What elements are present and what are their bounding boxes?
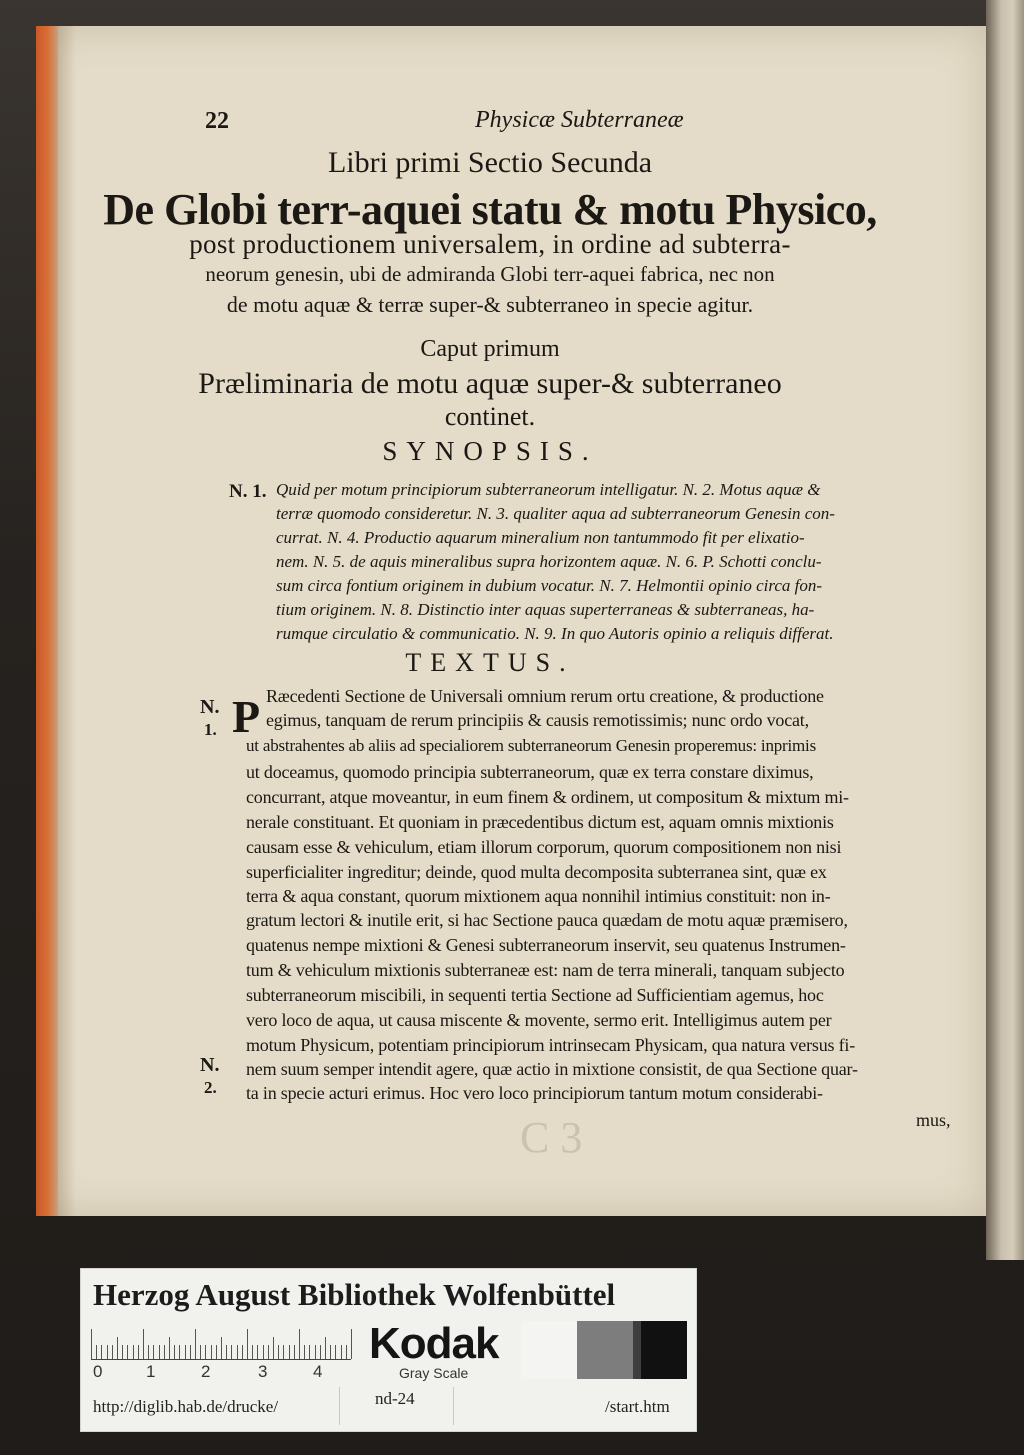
caput-heading: Caput primum xyxy=(420,336,560,362)
text-line: vero loco de aqua, ut causa miscente & movente, sermo erit. Intelligimus autem per xyxy=(246,1010,832,1030)
synopsis-label: N. 1. xyxy=(229,481,267,502)
ruler-tick xyxy=(179,1345,180,1359)
ruler-tick xyxy=(231,1345,232,1359)
ruler-tick xyxy=(309,1345,310,1359)
ruler-tick xyxy=(330,1345,331,1359)
paragraph-marker-n: N. xyxy=(200,1054,220,1076)
ruler-tick xyxy=(153,1345,154,1359)
synopsis-line: sum circa fontium originem in dubium vocatur. N. 7. Helmontii opinio circa fon- xyxy=(276,576,823,595)
ruler-tick xyxy=(185,1345,186,1359)
ruler-tick xyxy=(190,1345,191,1359)
synopsis-heading: SYNOPSIS. xyxy=(382,436,598,466)
caput-title-line-1: Præliminaria de motu aquæ super-& subterraneo xyxy=(198,367,782,400)
ruler-tick xyxy=(335,1345,336,1359)
synopsis-line: currat. N. 4. Productio aquarum mineralium non tantummodo fit per elixatio- xyxy=(276,528,805,547)
ruler-tick xyxy=(257,1345,258,1359)
synopsis-line: tium originem. N. 8. Distinctio inter aquas superterraneas & subterraneas, ha- xyxy=(276,600,815,619)
text-line: ut abstrahentes ab aliis ad specialiorem subterraneorum Genesin properemus: inprimis xyxy=(246,736,816,755)
running-title: Physicæ Subterraneæ xyxy=(475,107,684,133)
ruler-tick xyxy=(112,1345,113,1359)
ruler-tick xyxy=(205,1345,206,1359)
ruler-tick xyxy=(325,1337,326,1359)
section-title: Libri primi Sectio Secunda xyxy=(327,146,653,179)
caput-title-line-2: continet. xyxy=(444,402,536,431)
synopsis-line: nem. N. 5. de aquis mineralibus supra horizontem aquæ. N. 6. P. Schotti conclu- xyxy=(276,552,822,571)
textus-heading: TEXTUS. xyxy=(405,648,575,677)
ruler-tick xyxy=(195,1329,196,1359)
ruler-scale xyxy=(91,1321,351,1360)
catchword: mus, xyxy=(916,1110,951,1130)
ruler-tick xyxy=(211,1345,212,1359)
synopsis-line: terræ quomodo consideretur. N. 3. qualiter aqua ad subterraneorum Genesin con- xyxy=(276,504,835,523)
ruler-tick xyxy=(289,1345,290,1359)
gray-swatch-black xyxy=(641,1321,687,1379)
ruler-tick xyxy=(320,1345,321,1359)
paragraph-marker-number: 2. xyxy=(204,1078,217,1097)
text-line: ta in specie acturi erimus. Hoc vero loco principiorum tantum motum considerabi- xyxy=(246,1083,823,1103)
text-line: gratum lectori & inutile erit, si hac Sectione pauca quædam de motu aquæ præmisero, xyxy=(246,910,848,930)
text-line: causam esse & vehiculum, etiam illorum corporum, quorum compositionem non nisi xyxy=(246,837,842,857)
text-line: Ræcedenti Sectione de Universali omnium rerum ortu creatione, & productione xyxy=(266,686,824,706)
title-line-5: de motu aquæ & terræ super-& subterraneo in specie agitur. xyxy=(226,292,754,317)
ruler-number: 1 xyxy=(146,1362,156,1381)
ruler-tick xyxy=(299,1329,300,1359)
ruler-tick xyxy=(148,1345,149,1359)
text-line: superficialiter ingreditur; deinde, quod multa decomposita subterranea sint, quæ ex xyxy=(246,862,827,882)
ruler-tick xyxy=(138,1345,139,1359)
text-line: nem suum semper intendit agere, quæ actio in mixtione consistit, de qua Sectione quar- xyxy=(246,1059,858,1079)
ruler-tick xyxy=(169,1337,170,1359)
paragraph-marker-n: N. xyxy=(200,696,220,718)
main-title: De Globi terr-aquei statu & motu Physico, xyxy=(103,185,877,234)
ruler-number: 0 xyxy=(93,1362,103,1381)
ruler-number: 2 xyxy=(201,1362,211,1381)
gray-swatch-dark xyxy=(633,1321,641,1379)
url-middle: nd-24 xyxy=(375,1389,415,1408)
ruler-tick xyxy=(304,1345,305,1359)
ruler-tick xyxy=(164,1345,165,1359)
page-number: 22 xyxy=(205,108,229,134)
text-line: ut doceamus, quomodo principia subterraneorum, quæ ex terra constare diximus, xyxy=(246,762,814,782)
ruler-tick xyxy=(237,1345,238,1359)
ruler-tick xyxy=(268,1345,269,1359)
text-line: quatenus nempe mixtioni & Genesi subterraneorum inservit, seu quatenus Instrumen- xyxy=(246,935,846,955)
kodak-logo: Kodak xyxy=(369,1319,499,1368)
text-line: motum Physicum, potentiam principiorum intrinsecam Physicam, qua natura versus fi- xyxy=(246,1035,855,1055)
ruler-tick xyxy=(174,1345,175,1359)
text-line: subterraneorum miscibili, in sequenti tertia Sectione ad Sufficientiam agemus, hoc xyxy=(246,985,824,1005)
ruler-tick xyxy=(216,1345,217,1359)
ruler-tick xyxy=(273,1337,274,1359)
ruler-tick xyxy=(143,1329,144,1359)
title-line-3: post productionem universalem, in ordine ad subterra- xyxy=(189,229,791,259)
text-line: egimus, tanquam de rerum principiis & causis remotissimis; nunc ordo vocat, xyxy=(266,710,809,730)
ruler-tick xyxy=(96,1345,97,1359)
text-line: tum & vehiculum mixtionis subterraneæ est: nam de terra minerali, tanquam subjecto xyxy=(246,960,845,980)
url-left: http://diglib.hab.de/drucke/ xyxy=(93,1397,279,1416)
ruler-tick xyxy=(127,1345,128,1359)
ruler-tick xyxy=(346,1345,347,1359)
divider xyxy=(453,1387,454,1425)
ruler-tick xyxy=(294,1345,295,1359)
ruler-tick xyxy=(101,1345,102,1359)
text-line: terra & aqua constant, quorum mixtionem aqua nonnihil intimius constituit: non in- xyxy=(246,886,831,906)
bleed-through-decoration: C 3 xyxy=(520,1113,583,1162)
drop-capital: P xyxy=(232,691,261,742)
paragraph-marker-number: 1. xyxy=(204,720,217,739)
ruler-tick xyxy=(200,1345,201,1359)
ruler-tick xyxy=(263,1345,264,1359)
synopsis-line: Quid per motum principiorum subterraneorum intelligatur. N. 2. Motus aquæ & xyxy=(276,480,821,499)
ruler-number: 3 xyxy=(258,1362,268,1381)
ruler-tick xyxy=(133,1345,134,1359)
ruler-tick xyxy=(247,1329,248,1359)
ruler-number: 4 xyxy=(313,1362,323,1381)
gray-swatch-mid xyxy=(577,1321,633,1379)
ruler-tick xyxy=(117,1337,118,1359)
gray-swatch-white xyxy=(521,1321,577,1379)
library-name: Herzog August Bibliothek Wolfenbüttel xyxy=(93,1277,616,1312)
text-line: nerale constituant. Et quoniam in præcedentibus dictum est, aquam omnis mixtionis xyxy=(246,812,834,832)
ruler-tick xyxy=(278,1345,279,1359)
title-line-4: neorum genesin, ubi de admiranda Globi terr-aquei fabrica, nec non xyxy=(205,262,775,286)
ruler-tick xyxy=(226,1345,227,1359)
ruler-tick xyxy=(315,1345,316,1359)
kodak-scale-card xyxy=(80,1268,697,1432)
ruler-tick xyxy=(91,1329,92,1359)
ruler-tick xyxy=(221,1337,222,1359)
ruler-tick xyxy=(283,1345,284,1359)
ruler-tick xyxy=(242,1345,243,1359)
ruler-tick xyxy=(159,1345,160,1359)
ruler-tick xyxy=(107,1345,108,1359)
ruler-tick xyxy=(252,1345,253,1359)
ruler-tick xyxy=(351,1329,352,1359)
url-right: /start.htm xyxy=(605,1397,670,1416)
synopsis-line: rumque circulatio & communicatio. N. 9. In quo Autoris opinio a reliquis differat. xyxy=(276,624,834,643)
ruler-tick xyxy=(341,1345,342,1359)
text-line: concurrant, atque moveantur, in eum finem & ordinem, ut compositum & mixtum mi- xyxy=(246,787,849,807)
gray-scale-label: Gray Scale xyxy=(399,1365,469,1381)
ruler-tick xyxy=(122,1345,123,1359)
divider xyxy=(339,1387,340,1425)
